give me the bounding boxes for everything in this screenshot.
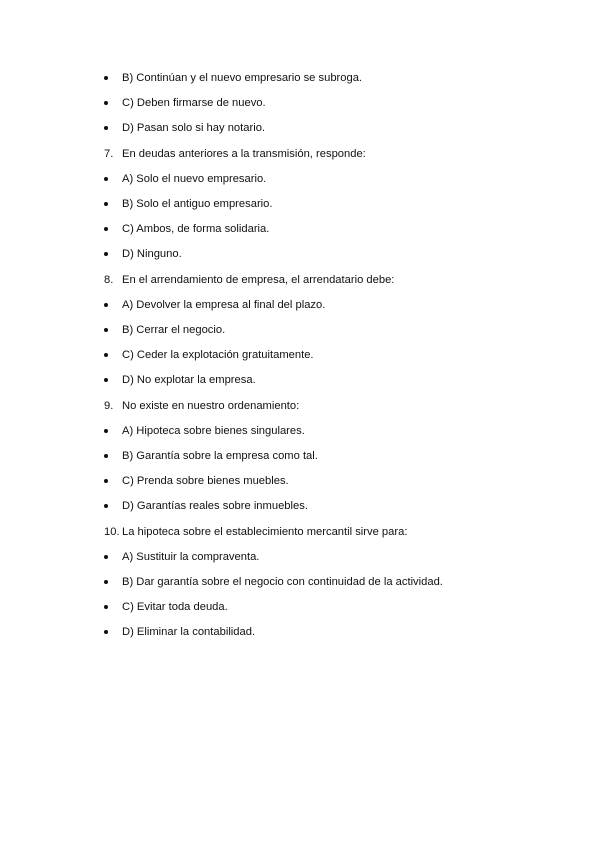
answer-option-text: C) Deben firmarse de nuevo. [122, 97, 266, 110]
answer-option-text: D) Eliminar la contabilidad. [122, 626, 256, 639]
answer-option-text: D) Garantías reales sobre inmuebles. [122, 500, 308, 513]
question-number: 7. [104, 147, 114, 160]
bullet-icon [104, 328, 108, 332]
bullet-icon [104, 101, 108, 105]
bullet-icon [104, 378, 108, 382]
bullet-icon [104, 126, 108, 130]
question-number: 9. [104, 399, 114, 412]
question-text: En deudas anteriores a la transmisión, responde: [122, 147, 366, 160]
answer-option-text: A) Solo el nuevo empresario. [122, 172, 267, 185]
answer-option-text: B) Solo el antiguo empresario. [122, 198, 273, 210]
answer-option-text: A) Devolver la empresa al final del plazo. [122, 298, 326, 311]
answer-option-text: D) Ninguno. [122, 248, 182, 261]
answer-option-text: B) Garantía sobre la empresa como tal. [122, 450, 318, 462]
bullet-icon [104, 353, 108, 357]
answer-option-text: B) Cerrar el negocio. [122, 324, 226, 336]
answer-option-text: C) Ambos, de forma solidaria. [122, 223, 270, 236]
bullet-icon [104, 605, 108, 609]
answer-option-text: B) Dar garantía sobre el negocio con continuidad de la actividad. [122, 576, 443, 588]
bullet-icon [104, 177, 108, 181]
answer-option-text: A) Hipoteca sobre bienes singulares. [122, 424, 305, 437]
bullet-icon [104, 580, 108, 584]
bullet-icon [104, 504, 108, 508]
answer-option-text: A) Sustituir la compraventa. [122, 550, 260, 563]
bullet-icon [104, 252, 108, 256]
answer-option-text: D) No explotar la empresa. [122, 374, 256, 387]
bullet-icon [104, 202, 108, 206]
bullet-icon [104, 303, 108, 307]
answer-option-text: D) Pasan solo si hay notario. [122, 122, 266, 135]
bullet-icon [104, 227, 108, 231]
question-number: 10. [104, 525, 120, 538]
bullet-icon [104, 76, 108, 80]
bullet-icon [104, 429, 108, 433]
bullet-icon [104, 630, 108, 634]
bullet-icon [104, 555, 108, 559]
answer-option-text: C) Evitar toda deuda. [122, 601, 228, 614]
answer-option-text: C) Ceder la explotación gratuitamente. [122, 349, 314, 362]
answer-option-text: C) Prenda sobre bienes muebles. [122, 475, 289, 488]
question-number: 8. [104, 273, 114, 286]
question-text: La hipoteca sobre el establecimiento mercantil sirve para: [122, 525, 408, 538]
answer-option-text: B) Continúan y el nuevo empresario se subroga. [122, 72, 363, 84]
question-text: En el arrendamiento de empresa, el arrendatario debe: [122, 273, 395, 286]
bullet-icon [104, 454, 108, 458]
bullet-icon [104, 479, 108, 483]
question-text: No existe en nuestro ordenamiento: [122, 399, 300, 412]
